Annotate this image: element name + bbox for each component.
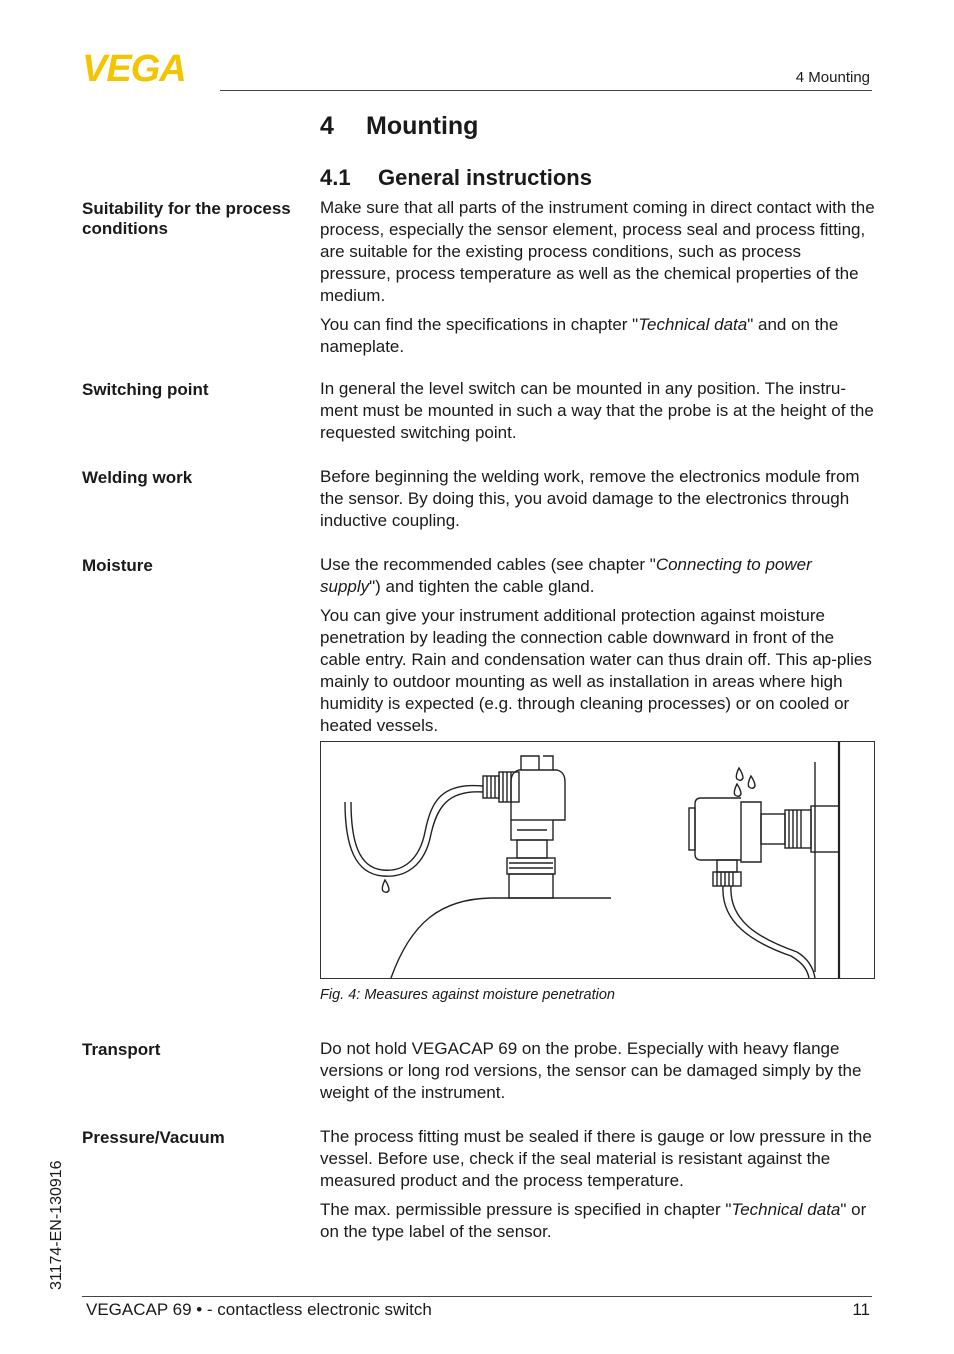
running-header: 4 Mounting [795, 69, 870, 86]
body-pressure-vacuum [320, 1126, 876, 1250]
paragraph: Do not hold VEGACAP 69 on the probe. Especially with heavy flange versions or long rod versions, the sensor can be damaged simply by the weight of the instrument. [320, 1039, 862, 1102]
paragraph: Make sure that all parts of the instrument coming in direct contact with the process, especially the sensor element, process seal and process fitting, are suitable for the existing process conditions, such as process pressure, process temperature as well as the chemical properties of the medium. [320, 198, 875, 305]
chapter-number: 4 [320, 112, 334, 140]
side-label-welding-work: Welding work [82, 468, 193, 487]
figure-caption: Fig. 4: Measures against moisture penetration [320, 987, 615, 1003]
paragraph: In general the level switch can be mounted in any position. The instru-ment must be mounted in such a way that the probe is at the height of the requested switching point. [320, 379, 874, 442]
page-number: 11 [852, 1300, 870, 1319]
body-moisture [320, 554, 876, 744]
paragraph: You can give your instrument additional protection against moisture penetration by leading the connection cable downward in front of the cable entry. Rain and condensation water can thus drain off. This ap-plies mainly to outdoor mounting as well as installation in areas where high humidity is expected (e.g. through cleaning processes) or on cooled or heated vessels. [320, 606, 872, 735]
side-label-pressure-vacuum: Pressure/Vacuum [82, 1128, 225, 1147]
body-suitability [320, 197, 876, 365]
paragraph: Use the recommended cables (see chapter "Connecting to power supply") and tighten the cable gland. [320, 555, 812, 596]
moisture-illustration [321, 742, 874, 978]
paragraph: The process fitting must be sealed if there is gauge or low pressure in the vessel. Before use, check if the seal material is resistant against the measured product and the process temperature. [320, 1127, 872, 1190]
section-title: General instructions [378, 165, 592, 190]
header-divider [220, 90, 872, 91]
document-id: 31174-EN-130916 [48, 1160, 65, 1290]
chapter-heading [320, 112, 478, 141]
paragraph: The max. permissible pressure is specified in chapter "Technical data" or on the type label of the sensor. [320, 1200, 867, 1241]
chapter-title: Mounting [366, 112, 479, 140]
section-heading [320, 165, 592, 191]
section-number: 4.1 [320, 165, 351, 190]
body-transport [320, 1038, 876, 1111]
vega-logo [82, 50, 212, 84]
logo-text: VEGA [82, 50, 186, 84]
body-welding-work [320, 466, 876, 539]
paragraph: You can find the specifications in chapter "Technical data" and on the nameplate. [320, 315, 839, 356]
moisture-figure [320, 741, 875, 979]
side-label-moisture: Moisture [82, 556, 153, 575]
side-label-switching-point: Switching point [82, 380, 209, 399]
body-switching-point [320, 378, 876, 451]
side-label-transport: Transport [82, 1040, 161, 1059]
paragraph: Before beginning the welding work, remove the electronics module from the sensor. By doing this, you avoid damage to the electronics through inductive coupling. [320, 467, 860, 530]
footer-product: VEGACAP 69 • - contactless electronic switch [86, 1300, 432, 1319]
footer-divider [82, 1296, 872, 1297]
side-label-suitability: Suitability for the process conditions [82, 199, 291, 238]
